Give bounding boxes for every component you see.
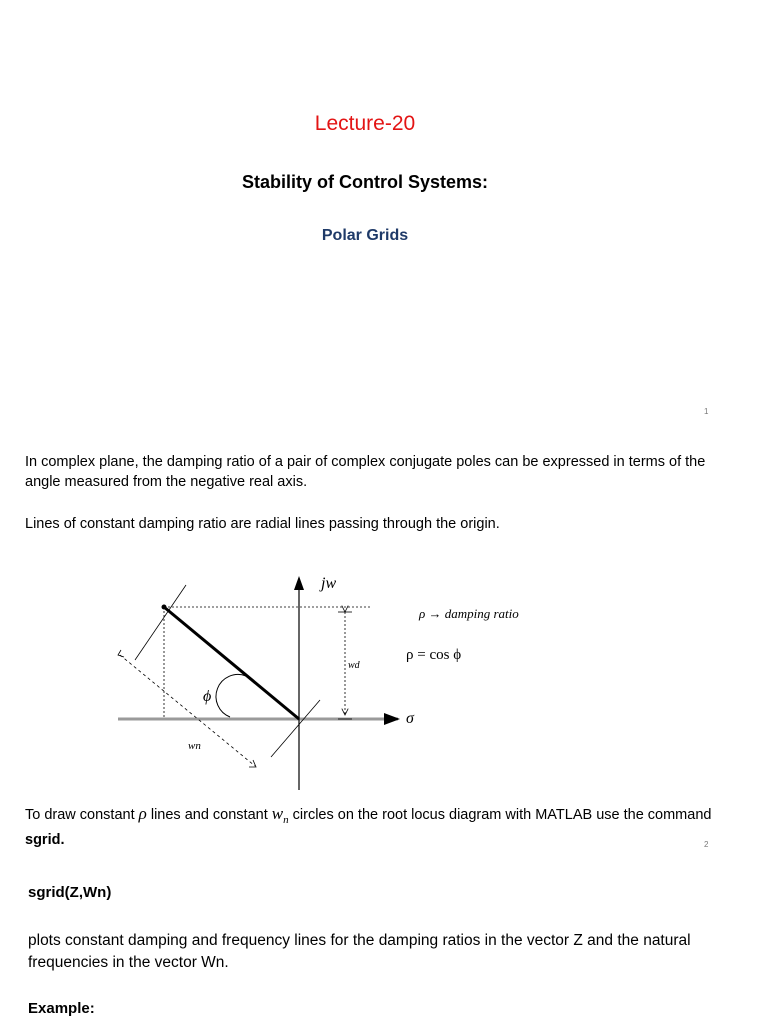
para3-prefix: To draw constant [25,807,139,823]
lecture-heading: Stability of Control Systems: [241,172,489,192]
pole-vector [164,607,299,719]
real-axis-arrowhead [384,713,400,725]
wd-label: wd [348,660,360,671]
slide-damping-ratio [0,430,768,860]
wn-label: wn [188,740,201,752]
wn-dimension-start [118,650,124,657]
paragraph-damping-intro: In complex plane, the damping ratio of a pair of complex conjugate poles can be expressed in terms of the angle measured from the negative real axis. [25,454,706,490]
paragraph-radial-lines: Lines of constant damping ratio are radial lines passing through the origin. [25,516,500,532]
page-number: 1 [704,407,709,416]
sigma-label: σ [406,710,414,727]
slide-title [0,0,768,430]
sgrid-description: plots constant damping and frequency lines for the damping ratios in the vector Z and the natural frequencies in the vector Wn. [28,932,691,971]
para3-mid: lines and constant [146,807,272,823]
constant-damping-line-lower [271,700,320,757]
lecture-title: Lecture-20 [314,112,416,135]
sgrid-syntax: sgrid(Z,Wn) [28,884,112,901]
legend-damping-ratio: ρ → damping ratio [419,606,519,621]
damping-ratio-diagram [0,560,768,800]
page-number: 2 [704,840,709,849]
angle-arc [216,674,246,717]
slide-sgrid-syntax [0,860,768,1024]
sgrid-command: sgrid. [25,831,65,848]
para3-suffix: circles on the root locus diagram with MATLAB use the command [288,807,712,823]
wn-symbol: w [271,804,284,823]
rho-symbol: ρ [138,804,147,823]
paragraph-sgrid-usage [25,804,725,850]
wn-subscript: n [283,813,289,826]
example-label: Example: [28,1000,95,1017]
legend-rho-cos-phi: ρ = cos ϕ [406,647,462,663]
jw-label: jw [321,575,337,592]
lecture-subheading: Polar Grids [321,227,409,244]
imaginary-axis-arrowhead [294,576,304,590]
constant-damping-line-upper [135,585,186,660]
phi-label: ϕ [203,688,212,705]
